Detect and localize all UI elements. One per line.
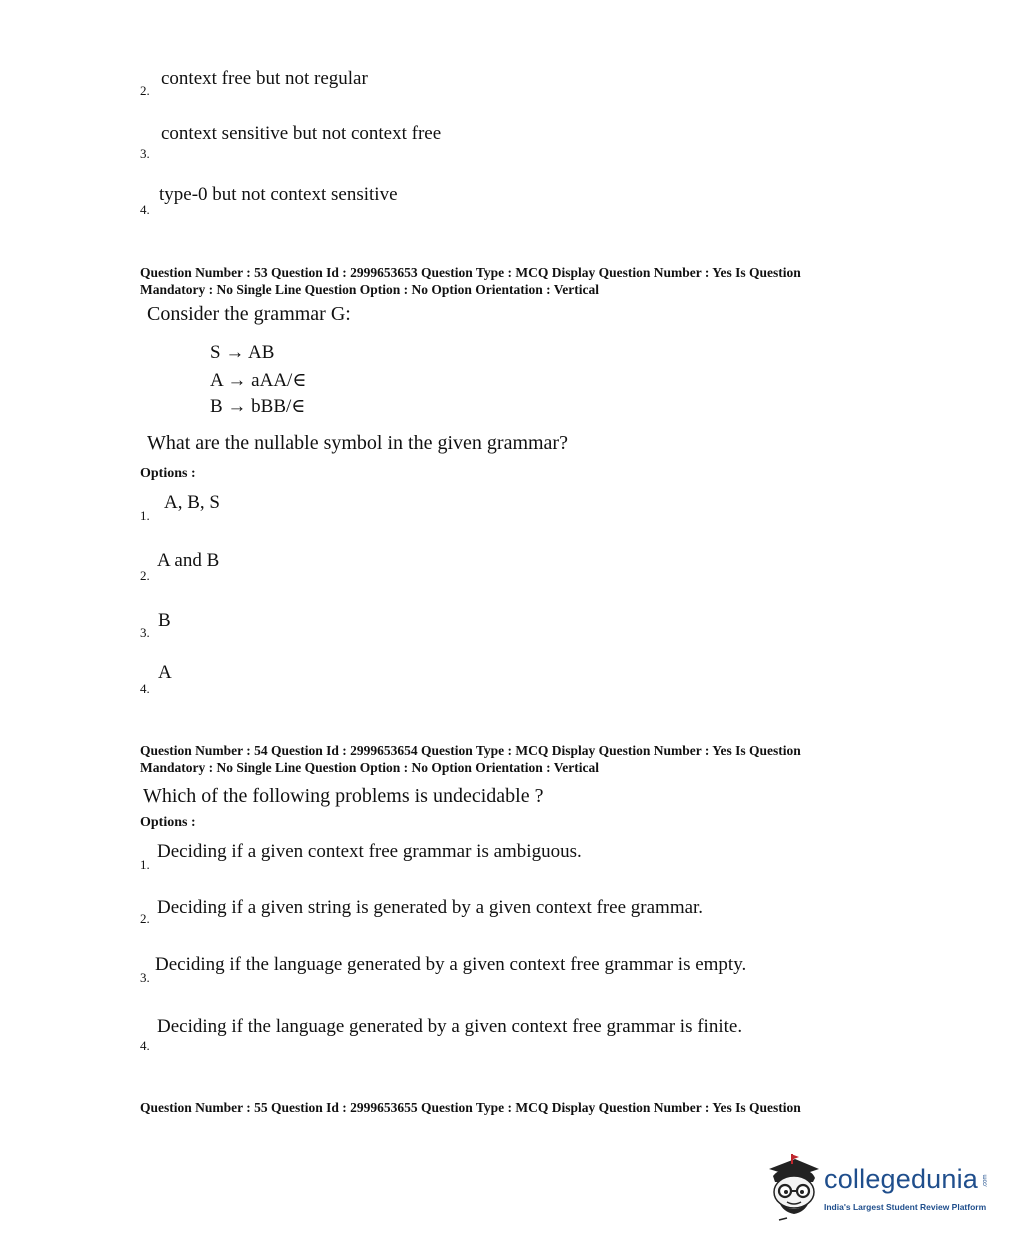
q53-rule-2: A → aAA/∈ bbox=[210, 370, 307, 391]
q53-option-1-number: 1. bbox=[140, 508, 150, 523]
q54-meta bbox=[140, 742, 880, 776]
q53-meta-line2: Mandatory : No Single Line Question Option : No Option Orientation : Vertical bbox=[140, 282, 600, 297]
q54-options-label: Options : bbox=[140, 815, 196, 830]
q54-option-2-number: 2. bbox=[140, 911, 150, 926]
q53-option-2-number: 2. bbox=[140, 568, 150, 583]
prev-option-4-text: type-0 but not context sensitive bbox=[159, 184, 398, 205]
collegedunia-logo bbox=[765, 1152, 990, 1222]
logo-domain-suffix: .com bbox=[982, 1174, 989, 1188]
q53-option-2-text: A and B bbox=[157, 550, 220, 571]
q54-question: Which of the following problems is undecidable ? bbox=[143, 785, 544, 807]
q55-meta-line1: Question Number : 55 Question Id : 2999653655 Question Type : MCQ Display Question Number : Yes Is Question bbox=[140, 1100, 801, 1115]
q53-rule-3: B → bBB/∈ bbox=[210, 396, 306, 417]
q53-option-4-text: A bbox=[158, 662, 172, 683]
prev-option-4-number: 4. bbox=[140, 202, 150, 217]
q54-option-1-text: Deciding if a given context free grammar is ambiguous. bbox=[157, 841, 582, 862]
q54-option-2-text: Deciding if a given string is generated by a given context free grammar. bbox=[157, 897, 704, 918]
q54-option-4-number: 4. bbox=[140, 1038, 150, 1053]
q54-option-1-number: 1. bbox=[140, 857, 150, 872]
student-mascot-icon bbox=[765, 1152, 823, 1222]
q53-intro: Consider the grammar G: bbox=[147, 303, 351, 325]
prev-option-3-number: 3. bbox=[140, 146, 150, 161]
q54-meta-line1: Question Number : 54 Question Id : 2999653654 Question Type : MCQ Display Question Number : Yes Is Question bbox=[140, 743, 801, 758]
prev-option-3-text: context sensitive but not context free bbox=[161, 123, 442, 144]
q53-option-1-text: A, B, S bbox=[164, 492, 220, 513]
q53-option-4-number: 4. bbox=[140, 681, 150, 696]
q54-meta-line2: Mandatory : No Single Line Question Option : No Option Orientation : Vertical bbox=[140, 760, 600, 775]
logo-wordmark: collegedunia bbox=[824, 1164, 979, 1194]
q53-option-3-number: 3. bbox=[140, 625, 150, 640]
q53-question: What are the nullable symbol in the given grammar? bbox=[147, 432, 568, 454]
q54-option-3-number: 3. bbox=[140, 970, 150, 985]
q53-meta-line1: Question Number : 53 Question Id : 2999653653 Question Type : MCQ Display Question Number : Yes Is Question bbox=[140, 265, 801, 280]
q53-rule-1: S → AB bbox=[210, 342, 275, 363]
q53-options-label: Options : bbox=[140, 466, 196, 481]
prev-option-2-number: 2. bbox=[140, 83, 150, 98]
q54-option-3-text: Deciding if the language generated by a given context free grammar is empty. bbox=[155, 954, 747, 975]
prev-option-2-text: context free but not regular bbox=[161, 68, 368, 89]
q54-option-4-text: Deciding if the language generated by a given context free grammar is finite. bbox=[157, 1016, 743, 1037]
q55-meta bbox=[140, 1099, 880, 1116]
q53-meta bbox=[140, 264, 880, 298]
logo-tagline: India's Largest Student Review Platform bbox=[824, 1202, 987, 1212]
q53-option-3-text: B bbox=[158, 610, 171, 631]
